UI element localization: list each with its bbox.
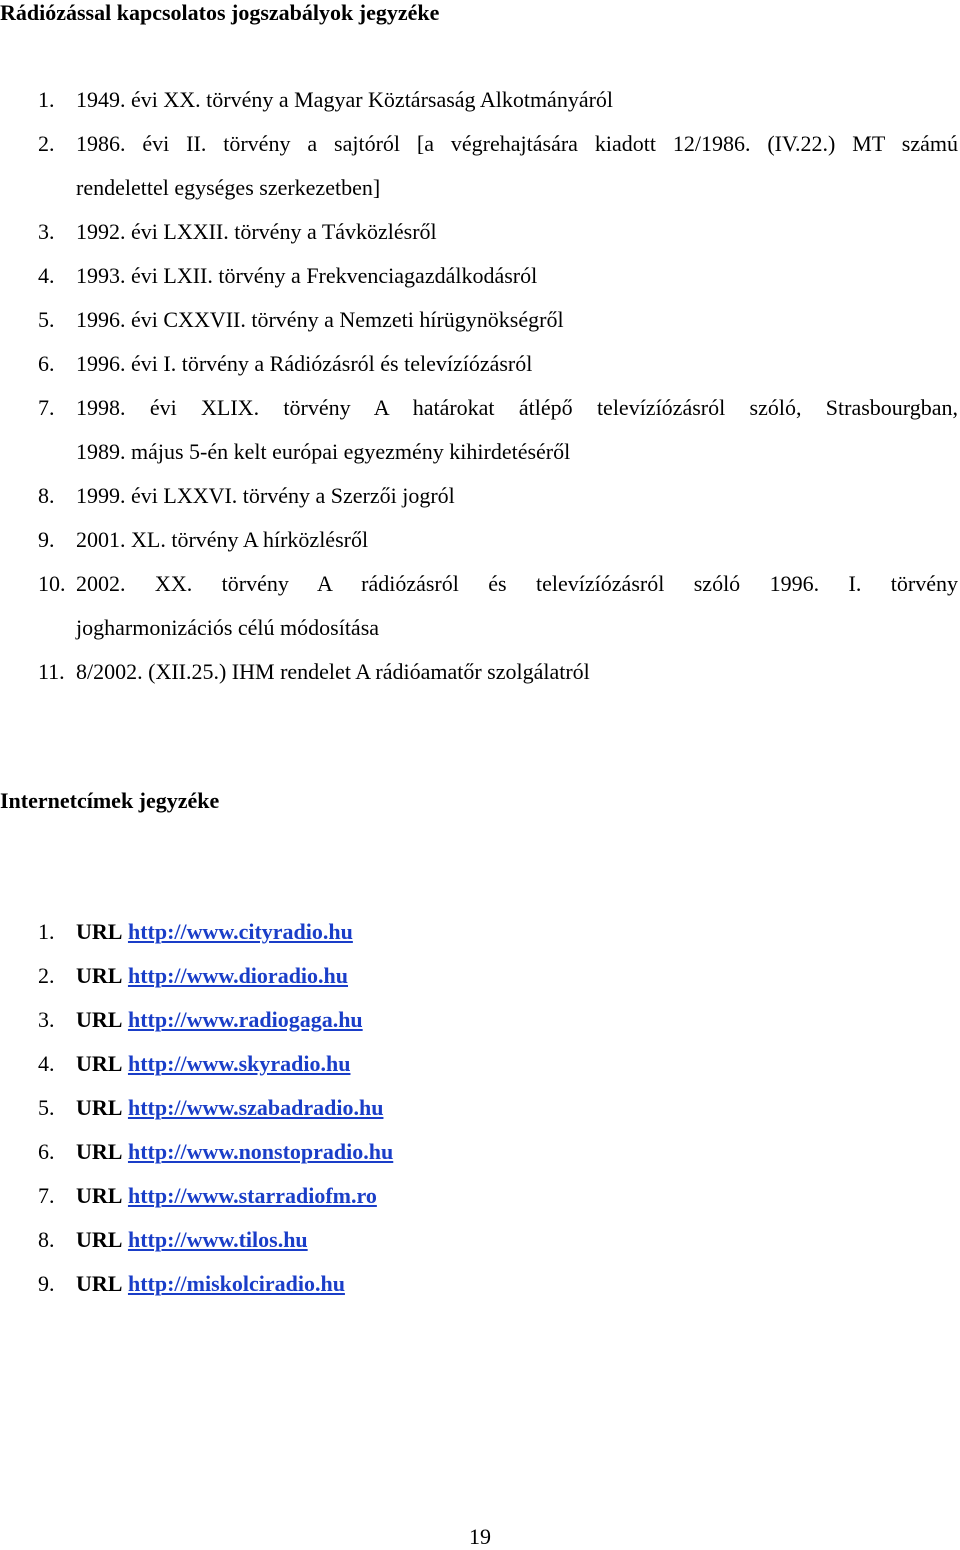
law-number: 1. [38, 87, 55, 112]
url-link[interactable]: http://www.dioradio.hu [127, 963, 349, 988]
url-link[interactable]: http://www.nonstopradio.hu [127, 1139, 394, 1164]
url-link[interactable]: http://www.starradiofm.ro [127, 1183, 377, 1208]
url-item [0, 1174, 393, 1218]
url-label: URL [76, 1139, 123, 1164]
urls-heading: Internetcímek jegyzéke [0, 788, 220, 813]
law-text-continuation: rendelettel egységes szerkezetben] [76, 175, 381, 200]
url-link[interactable]: http://www.skyradio.hu [127, 1051, 351, 1076]
url-label: URL [76, 1271, 123, 1296]
law-number: 5. [38, 307, 55, 332]
law-text: 1949. évi XX. törvény a Magyar Köztársaság Alkotmányáról [76, 87, 614, 112]
url-label: URL [76, 919, 123, 944]
url-label: URL [76, 1095, 123, 1120]
law-item [0, 254, 958, 298]
url-link[interactable]: http://www.radiogaga.hu [127, 1007, 363, 1032]
url-item [0, 1130, 393, 1174]
law-text: 1992. évi LXXII. törvény a Távközlésről [76, 219, 437, 244]
law-item [0, 386, 958, 474]
law-number: 11. [38, 659, 65, 684]
page-number: 19 [469, 1524, 491, 1549]
url-number: 6. [38, 1139, 55, 1164]
url-link[interactable]: http://miskolciradio.hu [127, 1271, 345, 1296]
law-text-continuation: 1989. május 5-én kelt európai egyezmény kihirdetéséről [76, 439, 571, 464]
url-link[interactable]: http://www.cityradio.hu [127, 919, 353, 944]
law-text: 2001. XL. törvény A hírközlésről [76, 527, 369, 552]
law-item [0, 562, 958, 650]
url-item [0, 1262, 393, 1306]
law-item [0, 474, 958, 518]
url-number: 7. [38, 1183, 55, 1208]
url-label: URL [76, 1183, 123, 1208]
url-label: URL [76, 1227, 123, 1252]
url-number: 5. [38, 1095, 55, 1120]
laws-heading: Rádiózással kapcsolatos jogszabályok jegyzéke [0, 0, 440, 25]
law-item [0, 210, 958, 254]
url-link[interactable]: http://www.tilos.hu [127, 1227, 308, 1252]
law-text: 1999. évi LXXVI. törvény a Szerzői jogról [76, 483, 455, 508]
law-text: 1993. évi LXII. törvény a Frekvenciagazdálkodásról [76, 263, 538, 288]
law-number: 8. [38, 483, 55, 508]
law-item [0, 122, 958, 210]
law-number: 6. [38, 351, 55, 376]
law-number: 7. [38, 395, 55, 420]
url-item [0, 1042, 393, 1086]
url-label: URL [76, 1051, 123, 1076]
url-number: 2. [38, 963, 55, 988]
law-item [0, 518, 958, 562]
law-text-continuation: jogharmonizációs célú módosítása [76, 615, 380, 640]
law-text: 8/2002. (XII.25.) IHM rendelet A rádióamatőr szolgálatról [76, 659, 590, 684]
law-text: 1998. évi XLIX. törvény A határokat átlépő televízíózásról szóló, Strasbourgban, [76, 395, 958, 420]
url-number: 9. [38, 1271, 55, 1296]
urls-list [0, 910, 393, 1306]
url-number: 1. [38, 919, 55, 944]
url-number: 8. [38, 1227, 55, 1252]
law-text: 1996. évi CXXVII. törvény a Nemzeti hírügynökségről [76, 307, 564, 332]
law-item [0, 78, 958, 122]
law-item [0, 342, 958, 386]
law-text: 1986. évi II. törvény a sajtóról [a végrehajtására kiadott 12/1986. (IV.22.) MT számú [76, 131, 958, 156]
url-item [0, 910, 393, 954]
url-item [0, 1218, 393, 1262]
law-number: 9. [38, 527, 55, 552]
law-text: 2002. XX. törvény A rádiózásról és televízíózásról szóló 1996. I. törvény [76, 571, 958, 596]
url-number: 4. [38, 1051, 55, 1076]
url-item [0, 954, 393, 998]
law-item [0, 298, 958, 342]
law-item [0, 650, 958, 694]
law-number: 2. [38, 131, 55, 156]
law-number: 3. [38, 219, 55, 244]
url-item [0, 1086, 393, 1130]
laws-list [0, 78, 958, 694]
law-number: 4. [38, 263, 55, 288]
url-link[interactable]: http://www.szabadradio.hu [127, 1095, 384, 1120]
law-number: 10. [38, 571, 66, 596]
url-item [0, 998, 393, 1042]
url-label: URL [76, 1007, 123, 1032]
url-label: URL [76, 963, 123, 988]
law-text: 1996. évi I. törvény a Rádiózásról és televízíózásról [76, 351, 533, 376]
url-number: 3. [38, 1007, 55, 1032]
